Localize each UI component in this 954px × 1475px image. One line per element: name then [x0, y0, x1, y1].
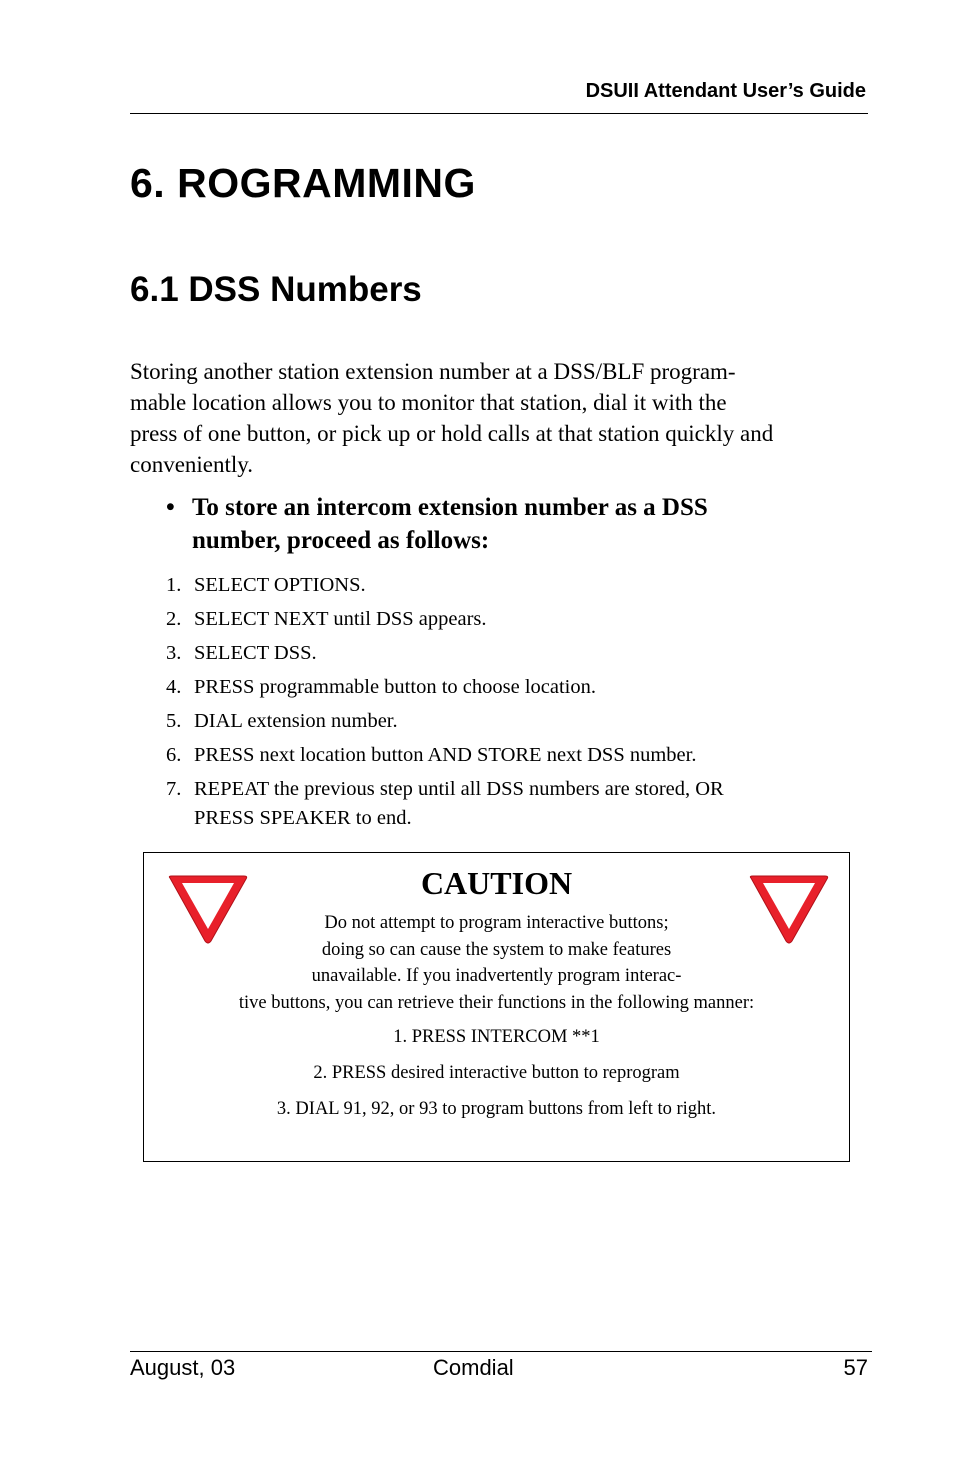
page-number: 57 [843, 1355, 868, 1380]
step-number: 6. [166, 744, 182, 766]
intro-line: mable location allows you to monitor that station, dial it with the [130, 390, 727, 415]
step-text: SELECT DSS. [194, 642, 317, 664]
step-number: 7. [166, 778, 182, 800]
procedure-step [166, 605, 866, 634]
footer-date: August, 03 [130, 1355, 236, 1380]
step-number: 2. [166, 608, 182, 630]
caution-line: unavailable. If you inadvertently program interac- [311, 966, 682, 986]
step-number: 4. [166, 676, 182, 698]
procedure-heading-text [166, 491, 846, 557]
procedure-heading [166, 491, 846, 557]
procedure-step [166, 741, 866, 770]
step-text: SELECT OPTIONS. [194, 574, 366, 596]
procedure-steps [166, 571, 866, 838]
running-header: DSUII Attendant User’s Guide [585, 80, 866, 102]
step-number: 3. [166, 642, 182, 664]
step-text: PRESS SPEAKER to end. [194, 807, 412, 829]
procedure-step [166, 571, 866, 600]
intro-paragraph [130, 356, 870, 480]
step-text: SELECT NEXT until DSS appears. [194, 608, 487, 630]
step-text: PRESS next location button AND STORE next DSS number. [194, 744, 697, 766]
step-number: 5. [166, 710, 182, 732]
section-title: 6.1 DSS Numbers [130, 270, 422, 309]
intro-line: Storing another station extension number at a DSS/BLF program- [130, 359, 736, 384]
footer-rule [130, 1351, 872, 1352]
step-number: 1. [166, 574, 182, 596]
procedure-heading-line: number, proceed as follows: [192, 527, 490, 554]
procedure-step [166, 775, 866, 833]
procedure-step [166, 673, 866, 702]
caution-line: tive buttons, you can retrieve their functions in the following manner: [238, 992, 755, 1013]
caution-line: Do not attempt to program interactive buttons; [324, 913, 669, 933]
chapter-title: 6. ROGRAMMING [130, 160, 476, 206]
footer-publisher: Comdial [433, 1355, 514, 1380]
caution-step: 2. PRESS desired interactive button to reprogram [313, 1063, 680, 1083]
caution-step: 1. PRESS INTERCOM **1 [393, 1027, 600, 1047]
header-rule [130, 113, 868, 114]
caution-step: 3. DIAL 91, 92, or 93 to program buttons from left to right. [276, 1099, 717, 1119]
procedure-step [166, 639, 866, 668]
step-text: PRESS programmable button to choose location. [194, 676, 596, 698]
procedure-heading-line: To store an intercom extension number as a DSS [192, 494, 708, 521]
procedure-step [166, 707, 866, 736]
intro-line: press of one button, or pick up or hold calls at that station quickly and [130, 421, 774, 446]
caution-line: doing so can cause the system to make features [321, 939, 672, 960]
caution-box [143, 852, 850, 1162]
step-text: DIAL extension number. [194, 710, 398, 732]
intro-line: conveniently. [130, 452, 254, 477]
bullet-icon: • [166, 494, 175, 521]
caution-text [144, 910, 849, 1016]
caution-steps [144, 1025, 849, 1133]
caution-title: CAUTION [420, 865, 573, 901]
step-text: REPEAT the previous step until all DSS numbers are stored, OR [194, 778, 724, 800]
